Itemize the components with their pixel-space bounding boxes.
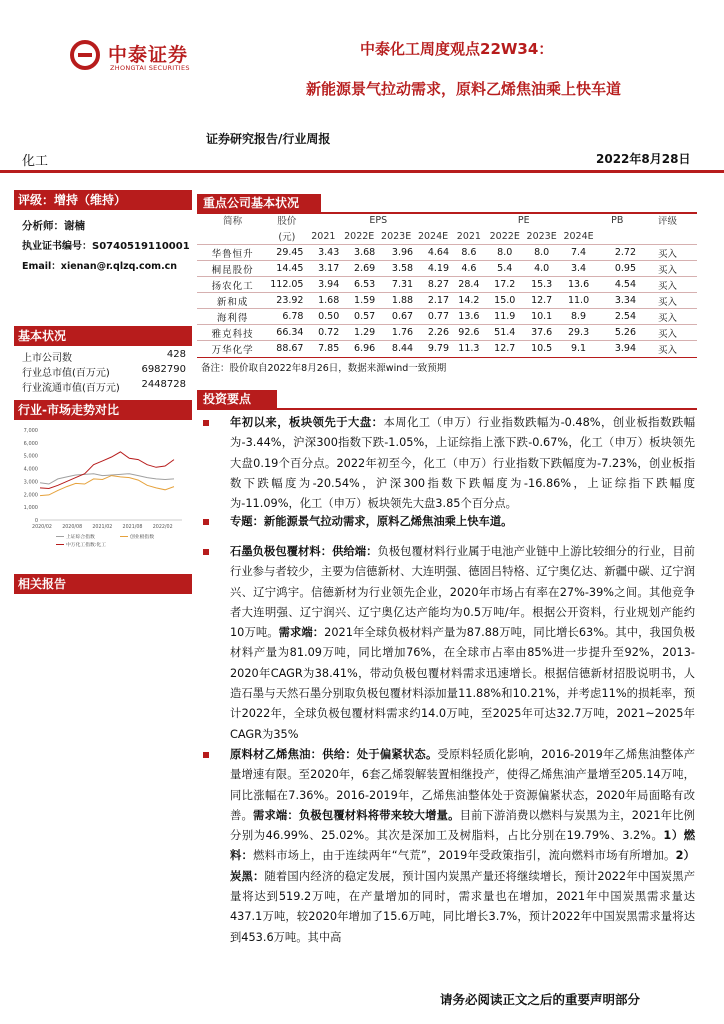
- point-ethylene-tar: [230, 745, 695, 948]
- company-name: 扬农化工: [197, 277, 268, 293]
- table-row: [197, 293, 697, 309]
- companies-table: [197, 212, 697, 356]
- pe-cell: 8.0: [523, 245, 561, 261]
- eps-cell: 1.76: [377, 325, 415, 341]
- pb-cell: 2.72: [597, 245, 639, 261]
- pe-cell: 14.2: [451, 293, 487, 309]
- report-title-line2: 新能源景气拉动需求，原料乙烯焦油乘上快车道: [306, 80, 622, 98]
- pb-cell: 3.94: [597, 341, 639, 357]
- point-anode-demand-text: 2021年全球负极材料产量为87.88万吨，同比增长63%。其中，我国负极材料产量为81.09万吨，同比增加76%，在全球市占率由85%进一步提升至92%，2013-2020年CAGR为38.41%，带动负极包覆材料需求迅速增长。根据信德新材招股说明书，人造石墨与天然石墨分别取负极包覆材料添加量11.88%和10.21%，并考虑11%的损耗率，预计2022年，全球负极包覆材料需求约14.0万吨，至2025年可达32.7万吨，2021~2025年CAGR为35%: [230, 626, 695, 741]
- header-divider: [0, 170, 724, 173]
- pe-cell: 10.5: [523, 341, 561, 357]
- eps-cell: 7.85: [305, 341, 341, 357]
- pe-cell: 3.4: [561, 261, 597, 277]
- pe-cell: 12.7: [523, 293, 561, 309]
- companies-header: 重点公司基本状况: [197, 194, 321, 213]
- pe-cell: 11.9: [487, 309, 523, 325]
- rating-cell: 买入: [638, 325, 697, 341]
- col-pe: PE: [517, 214, 530, 226]
- eps-cell: 0.50: [305, 309, 341, 325]
- table-row: [197, 245, 697, 261]
- eps-cell: 6.96: [341, 341, 377, 357]
- y-tick-label: 5,000: [23, 453, 38, 460]
- pe-cell: 8.6: [451, 245, 487, 261]
- bullet-icon: [203, 420, 209, 426]
- year-header: 2023E: [526, 230, 557, 242]
- x-tick-label: 2020/02: [32, 525, 52, 530]
- pe-cell: 10.1: [523, 309, 561, 325]
- company-name: 雅克科技: [197, 325, 268, 341]
- stat-value: 6982790: [141, 364, 186, 375]
- col-price: 股价: [277, 216, 297, 227]
- point-anode-text: 负极包覆材料行业属于电池产业链中上游比较细分的行业，目前行业参与者较少，主要为信德新材、大连明强、德固吕特格、辽宁奥亿达、新疆中碳、辽宁润兴、辽宁鸿宇。信德新材为行业领先企业，2020年市场占有率在27%-39%之间。其他竞争者大连明强、辽宁润兴、辽宁奥亿达产能均为0.5万吨/年。根据公开资料，行业规划产能约10万吨。: [230, 545, 695, 640]
- year-header: 2021: [456, 230, 481, 242]
- point-tar-carbon-text: 随着国内经济的稳定发展，预计国内炭黑产量还将继续增长，预计2022年中国炭黑产量将达到519.2万吨，在产量增加的同时，需求量也在增加，2021年中国炭黑需求量达437.1万吨，较2020年增加了15.6万吨，同比增长3.7%，预计2022年中国炭黑需求量将达到453.6万吨。其中高: [230, 869, 695, 944]
- legend-label: 创业板指数: [130, 535, 154, 540]
- y-tick-label: 7,000: [23, 428, 38, 434]
- pe-cell: 11.0: [561, 293, 597, 309]
- rating-cell: 买入: [638, 293, 697, 309]
- pb-cell: 5.26: [597, 325, 639, 341]
- eps-cell: 3.94: [305, 277, 341, 293]
- price-cell: 29.45: [268, 245, 305, 261]
- rating-cell: 买入: [638, 261, 697, 277]
- rating-cell: 买入: [638, 277, 697, 293]
- price-cell: 88.67: [268, 341, 305, 357]
- price-cell: 6.78: [268, 309, 305, 325]
- price-cell: 66.34: [268, 325, 305, 341]
- company-name: 海利得: [197, 309, 268, 325]
- point-tar-fuel-lead: 1）燃料：: [230, 829, 695, 863]
- point-topic: [230, 512, 695, 532]
- trend-chart: [16, 424, 188, 554]
- eps-cell: 2.17: [415, 293, 451, 309]
- brand-name-en: ZHONGTAI SECURITIES: [110, 64, 190, 72]
- year-header: 2022E: [489, 230, 520, 242]
- y-tick-label: 3,000: [23, 479, 38, 486]
- eps-cell: 0.77: [415, 309, 451, 325]
- year-header: 2024E: [563, 230, 594, 242]
- eps-cell: 3.43: [305, 245, 341, 261]
- report-date: 2022年8月28日: [596, 152, 691, 166]
- table-row: [197, 325, 697, 341]
- rating-box: 评级：增持（维持）: [14, 190, 192, 210]
- point-anode: [230, 542, 695, 745]
- license-number: 执业证书编号：S0740519110001: [22, 241, 190, 252]
- report-title-line1: 中泰化工周度观点22W34：: [360, 40, 554, 58]
- eps-cell: 7.31: [377, 277, 415, 293]
- col-name: 简称: [223, 216, 243, 227]
- point-market-lead: 年初以来，板块领先于大盘：: [230, 416, 384, 429]
- pb-cell: 2.54: [597, 309, 639, 325]
- rating-cell: 买入: [638, 245, 697, 261]
- pe-cell: 4.0: [523, 261, 561, 277]
- eps-cell: 1.59: [341, 293, 377, 309]
- brand-logo-icon: [70, 40, 100, 70]
- eps-cell: 0.72: [305, 325, 341, 341]
- pb-cell: 0.95: [597, 261, 639, 277]
- eps-cell: 1.88: [377, 293, 415, 309]
- point-tar-fuel-text: 燃料市场上，由于连续两年“气荒”，2019年受政策指引，流向燃料市场有所增加。: [253, 849, 676, 863]
- series-line: [40, 474, 174, 484]
- pe-cell: 11.3: [451, 341, 487, 357]
- pe-cell: 8.0: [487, 245, 523, 261]
- eps-cell: 4.64: [415, 245, 451, 261]
- stat-value: 428: [166, 349, 186, 360]
- eps-cell: 0.67: [377, 309, 415, 325]
- point-market: [230, 413, 695, 514]
- eps-cell: 2.69: [341, 261, 377, 277]
- pb-cell: 3.34: [597, 293, 639, 309]
- col-price-unit: (元): [278, 232, 296, 243]
- report-type: 证券研究报告/行业周报: [206, 132, 331, 146]
- x-tick-label: 2021/02: [92, 525, 113, 530]
- pe-cell: 5.4: [487, 261, 523, 277]
- company-name: 华鲁恒升: [197, 245, 268, 261]
- point-tar-text: 受原料轻质化影响，2016-2019年乙烯焦油整体产量增速有限。至2020年，6套乙烯裂解装置相继投产，使得乙烯焦油产量增至205.14万吨，同比涨幅在7.36%。2016-2019年，乙烯焦油整体处于资源偏紧状态，2020年局面略有改善。: [230, 748, 695, 822]
- eps-cell: 8.44: [377, 341, 415, 357]
- related-reports-header[interactable]: 相关报告: [14, 574, 192, 594]
- point-market-text: 本周化工（申万）行业指数跌幅为-0.48%，创业板指数跌幅为-3.44%，沪深300指数下跌-1.05%，上证综指上涨下跌-0.67%，化工（申万）板块领先大盘0.19个百分点。2022年初至今，化工（申万）行业指数下跌幅度为-7.23%，创业板指数下跌幅度为-20.54%，沪深300指数下跌幅度为-16.86%，上证综指下跌幅度为-11.09%，化工（申万）板块领先大盘3.85个百分点。: [230, 416, 695, 511]
- eps-cell: 3.68: [341, 245, 377, 261]
- company-name: 新和成: [197, 293, 268, 309]
- col-pb: PB: [611, 214, 624, 226]
- stat-label: 行业流通市值(百万元): [22, 383, 120, 394]
- bullet-icon: [203, 549, 209, 555]
- pe-cell: 28.4: [451, 277, 487, 293]
- price-cell: 14.45: [268, 261, 305, 277]
- y-tick-label: 6,000: [23, 440, 38, 447]
- year-header: 2021: [311, 230, 336, 242]
- table-bottom-rule: [197, 357, 697, 358]
- point-anode-lead: 石墨负极包覆材料：供给端：: [230, 545, 378, 558]
- rating-cell: 买入: [638, 341, 697, 357]
- pe-cell: 17.2: [487, 277, 523, 293]
- series-line: [40, 452, 174, 489]
- eps-cell: 0.57: [341, 309, 377, 325]
- stat-value: 2448728: [141, 379, 186, 390]
- price-cell: 112.05: [268, 277, 305, 293]
- point-topic-lead: 专题：新能源景气拉动需求，原料乙烯焦油乘上快车道。: [230, 515, 513, 528]
- pe-cell: 8.9: [561, 309, 597, 325]
- pe-cell: 13.6: [451, 309, 487, 325]
- pb-cell: 4.54: [597, 277, 639, 293]
- point-anode-demand-lead: 需求端：: [278, 626, 325, 640]
- pe-cell: 9.1: [561, 341, 597, 357]
- pe-cell: 92.6: [451, 325, 487, 341]
- points-divider: [197, 408, 697, 410]
- pe-cell: 15.0: [487, 293, 523, 309]
- col-rating: 评级: [658, 216, 678, 227]
- points-header: 投资要点: [197, 390, 277, 409]
- price-cell: 23.92: [268, 293, 305, 309]
- x-tick-label: 2020/08: [62, 525, 83, 530]
- chart-legend: [56, 533, 154, 548]
- pe-cell: 29.3: [561, 325, 597, 341]
- eps-cell: 1.29: [341, 325, 377, 341]
- eps-cell: 1.68: [305, 293, 341, 309]
- stat-label: 上市公司数: [22, 353, 72, 364]
- legend-label: 上证综合指数: [66, 535, 95, 540]
- pe-cell: 51.4: [487, 325, 523, 341]
- stat-label: 行业总市值(百万元): [22, 368, 110, 379]
- analyst: 分析师：谢楠: [22, 220, 85, 232]
- rating-cell: 买入: [638, 309, 697, 325]
- x-tick-label: 2022/02: [152, 525, 173, 530]
- bullet-icon: [203, 519, 209, 525]
- bullet-icon: [203, 752, 209, 758]
- pe-cell: 37.6: [523, 325, 561, 341]
- company-name: 桐昆股份: [197, 261, 268, 277]
- eps-cell: 3.96: [377, 245, 415, 261]
- trend-header: 行业-市场走势对比: [14, 400, 192, 420]
- table-row: [197, 309, 697, 325]
- table-remark: 备注：股价取自2022年8月26日，数据来源wind一致预期: [201, 363, 447, 374]
- legend-label: 中万化工指数:化工: [66, 543, 106, 548]
- brand-name: 中泰证券: [108, 44, 189, 66]
- eps-cell: 9.79: [415, 341, 451, 357]
- pe-cell: 15.3: [523, 277, 561, 293]
- eps-cell: 3.17: [305, 261, 341, 277]
- point-tar-demand-text: 目前下游消费以燃料与炭黑为主，2021年比例分别为46.99%、25.02%。其次是深加工及树脂料，占比分别在19.79%、3.2%。: [230, 808, 695, 843]
- company-name: 万华化学: [197, 341, 268, 357]
- y-tick-label: 0: [34, 518, 38, 524]
- companies-table-body: [197, 245, 697, 357]
- eps-cell: 3.58: [377, 261, 415, 277]
- year-header: 2022E: [344, 230, 375, 242]
- eps-cell: 4.19: [415, 261, 451, 277]
- table-row: [197, 261, 697, 277]
- chart-lines: [40, 452, 174, 496]
- x-tick-label: 2021/08: [122, 525, 143, 530]
- eps-cell: 8.27: [415, 277, 451, 293]
- pe-cell: 7.4: [561, 245, 597, 261]
- y-tick-label: 1,000: [23, 505, 38, 512]
- point-tar-lead: 原料材乙烯焦油：供给：处于偏紧状态。: [230, 748, 438, 761]
- table-row: [197, 277, 697, 293]
- industry-label: 化工: [22, 154, 49, 169]
- table-row: [197, 341, 697, 357]
- year-header: 2024E: [417, 230, 449, 242]
- point-tar-demand-lead: 需求端：负极包覆材料将带来较大增量。: [252, 808, 460, 822]
- analyst-email[interactable]: Email：xienan@r.qlzq.com.cn: [22, 261, 178, 272]
- point-tar-carbon-lead: 2）炭黑：: [230, 849, 695, 883]
- eps-cell: 6.53: [341, 277, 377, 293]
- pe-cell: 13.6: [561, 277, 597, 293]
- y-tick-label: 4,000: [23, 466, 38, 473]
- pe-cell: 4.6: [451, 261, 487, 277]
- pe-cell: 12.7: [487, 341, 523, 357]
- y-tick-label: 2,000: [23, 492, 38, 499]
- eps-cell: 2.26: [415, 325, 451, 341]
- col-eps: EPS: [369, 214, 388, 226]
- footer-disclaimer: 请务必阅读正文之后的重要声明部分: [440, 992, 641, 1007]
- basic-status-header: 基本状况: [14, 326, 192, 346]
- year-header: 2023E: [381, 230, 412, 242]
